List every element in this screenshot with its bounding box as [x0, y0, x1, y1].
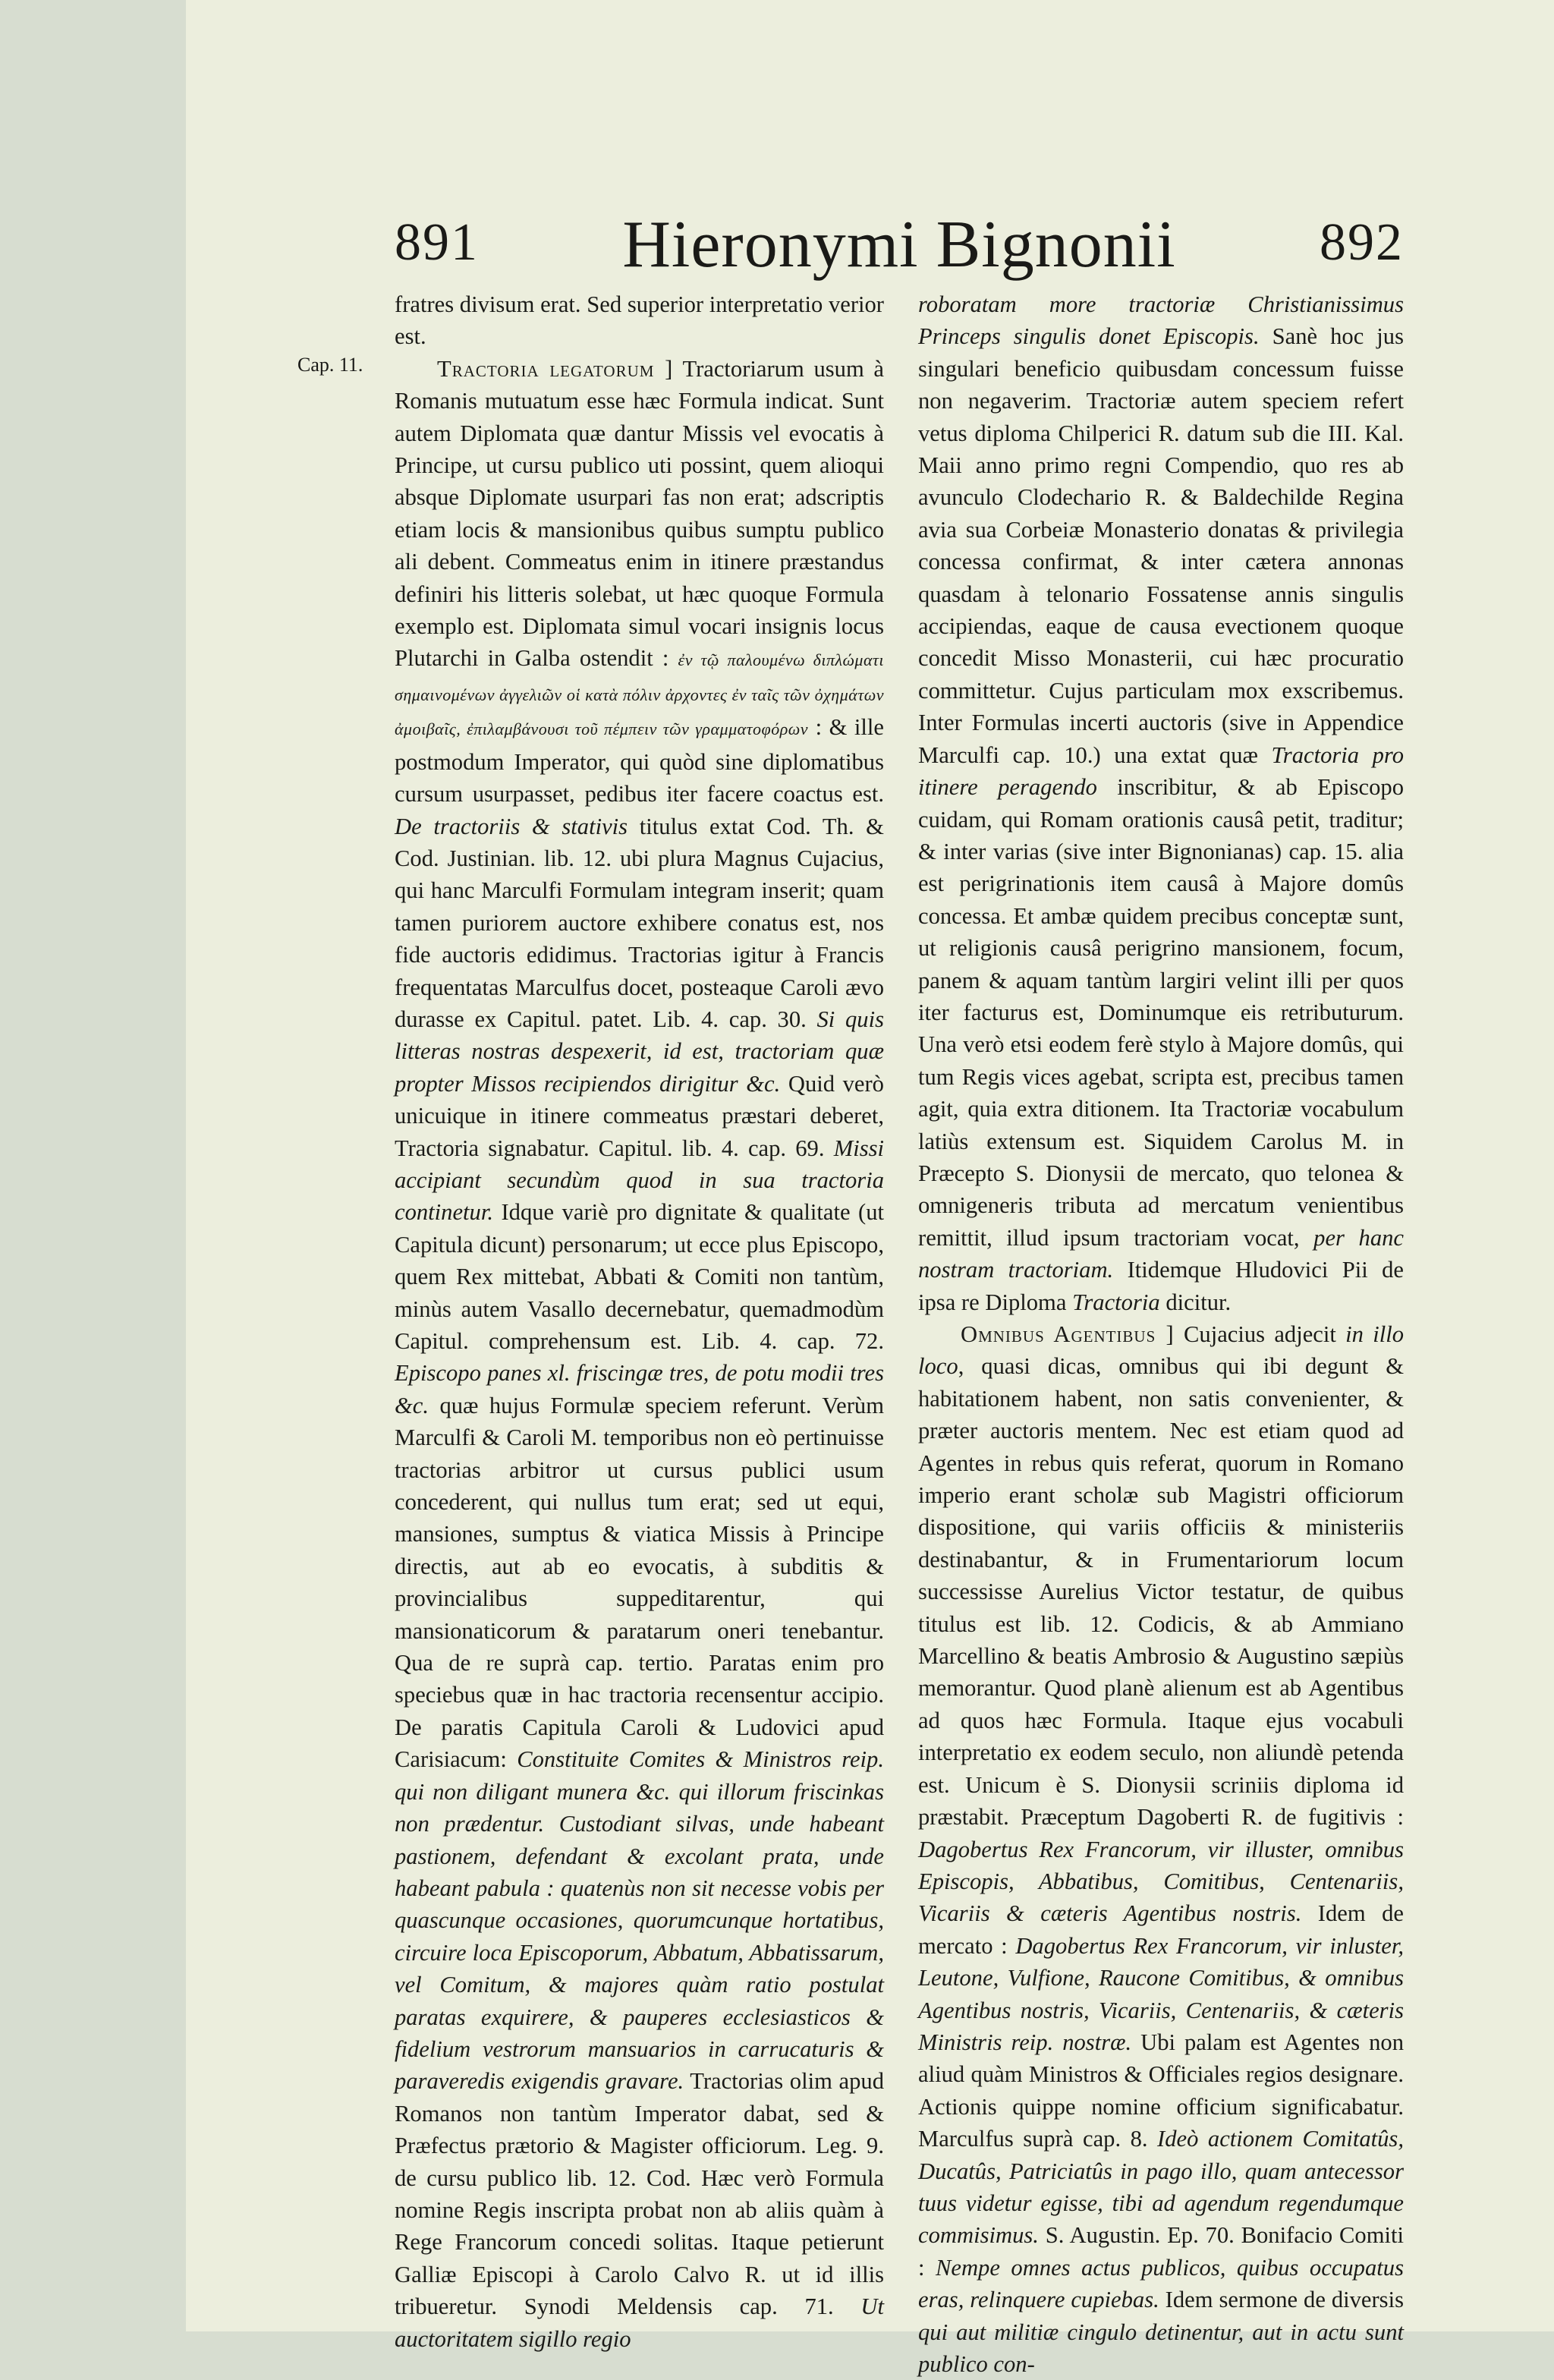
margin-note: Cap. 11. [297, 354, 363, 376]
paragraph: Omnibus Agentibus ] Cujacius adjecit in illo loco, quasi dicas, omnibus qui ibi degunt & habitationem habent, non satis convenienter, & præter auctoris mentem. Nec est etiam quod ad Agentes in rebus quis referat, quorum in Romano imperio erant scholæ sub Magistri officiorum dispositione, qui variis officiis & ministeriis destinabantur, & in Frumentariorum locum successisse Aurelius Victor testatur, de quibus titulus est lib. 12. Codicis, & ab Ammiano Marcellino & beatis Ambrosio & Augustino sæpiùs memorantur. Quod planè alienum est ab Agentibus ad quos hæc Formula. Itaque ejus vocabuli interpretatio ex eodem seculo, non aliundè petenda est. Unicum è S. Dionysii scriniis diploma id præstabit. Præceptum Dagoberti R. de fugitivis : Dagobertus Rex Francorum, vir illuster, omnibus Episcopis, Abbatibus, Comitibus, Centenariis, Vicariis & cæteris Agentibus nostris. Idem de mercato : Dagobertus Rex Francorum, vir inluster, Leutone, Vulfione, Raucone Comitibus, & omnibus Agentibus nostris, Vicariis, Centenariis, & cæteris Ministris reip. nostræ. Ubi palam est Agentes non aliud quàm Ministros & Officiales regios designare. Actionis quippe nomine officium significabatur. Marculfus suprà cap. 8. Ideò actionem Comitatûs, Ducatûs, Patriciatûs in pago illo, quam antecessor tuus videtur egisse, tibi ad agendum regendumque commisimus. S. Augustin. Ep. 70. Bonifacio Comiti : Nempe omnes actus publicos, quibus occupatus eras, relinquere cupiebas. Idem sermone de diversis qui aut militiæ cingulo detinentur, aut in actu sunt publico con- [918, 1321, 1404, 2377]
paragraph: fratres divisum erat. Sed superior interpretatio verior est. [395, 291, 884, 350]
running-title: Hieronymi Bignonii [622, 208, 1176, 282]
paragraph: roboratam more tractoriæ Christianissimus Princeps singulis donet Episcopis. Sanè hoc jus singulari beneficio quibusdam concessum fuisse non negaverim. Tractoriæ autem speciem refert vetus diploma Chilperici R. datum sub die III. Kal. Maii anno primo regni Compendio, quo res ab avunculo Clodechario R. & Baldechilde Regina avia sua Corbeiæ Monasterio donatas & privilegia concessa confirmat, & inter cætera annonas quasdam à telonario Fossatense annis singulis accipiendas, eaque de causa evectionem quoque concedit Misso Monasterii, cui hæc procuratio committetur. Cujus particulam mox exscribemus. Inter Formulas incerti auctoris (sive in Appendice Marculfi cap. 10.) una extat quæ Tractoria pro itinere peragendo inscribitur, & ab Episcopo cuidam, qui Romam orationis causâ petit, traditur; & inter varias (sive inter Bignonianas) cap. 15. alia est perigrinationis item causâ à Majore domûs concessa. Et ambæ quidem precibus conceptæ sunt, ut religionis causâ perigrino mansionem, focum, panem & aquam tantùm largiri velint illi per quos iter facturus est, Dominumque eis retributurum. Una verò etsi eodem ferè stylo à Majore domûs, qui tum Regis vices agebat, scripta est, precibus tamen agit, quia extra ditionem. Ita Tractoriæ vocabulum latiùs extensum est. Siquidem Carolus M. in Præcepto S. Dionysii de mercato, quo telonea & omnigeneris tributa ad mercatum venientibus remittit, illud ipsum tractoriam vocat, per hanc nostram tractoriam. Itidemque Hludovici Pii de ipsa re Diploma Tractoria dicitur. [918, 291, 1404, 1315]
lemma-heading: Tractoria legatorum ] [437, 355, 674, 382]
left-column [395, 288, 884, 2355]
paragraph: Tractoria legatorum ] Tractoriarum usum à Romanis mutuatum esse hæc Formula indicat. Sunt autem Diplomata quæ dantur Missis vel evocatis à Principe, ut cursu publico uti possint, quem alioqui absque Diplomate usurpari fas non erat; adscriptis etiam locis & mansionibus quibus sumptu publico ali debent. Commeatus enim in itinere præstandus definiri his litteris solebat, ut hæc quoque Formula exemplo est. Diplomata simul vocari insignis locus Plutarchi in Galba ostendit : ἐν τῷ παλουμένω διπλώματι σημαινομένων ἀγγελιῶν οἱ κατὰ πόλιν ἀρχοντες ἐν ταῖς τῶν ὀχημάτων ἀμοιβαῖς, ἐπιλαμβάνουσι τοῦ πέμπειν τῶν γραμματοφόρων : & ille postmodum Imperator, qui quòd sine diplomatibus cursum usurpasset, pedibus iter facere coactus est. De tractoriis & stativis titulus extat Cod. Th. & Cod. Justinian. lib. 12. ubi plura Magnus Cujacius, qui hanc Marculfi Formulam integram inserit; quam tamen puriorem auctore exhibere conatus est, nos fide auctoris edidimus. Tractorias igitur à Francis frequentatas Marculfus docet, posteaque Caroli ævo durasse ex Capitul. patet. Lib. 4. cap. 30. Si quis litteras nostras despexerit, id est, tractoriam quæ propter Missos recipiendos dirigitur &c. Quid verò unicuique in itinere commeatus præstari deberet, Tractoria signabatur. Capitul. lib. 4. cap. 69. Missi accipiant secundùm quod in sua tractoria continetur. Idque variè pro dignitate & qualitate (ut Capitula dicunt) personarum; ut ecce plus Episcopo, quem Rex mittebat, Abbati & Comiti non tantùm, minùs autem Vasallo decernebatur, quemadmodùm Capitul. comprehensum est. Lib. 4. cap. 72. Episcopo panes xl. friscingæ tres, de potu modii tres &c. quæ hujus Formulæ speciem referunt. Verùm Marculfi & Caroli M. temporibus non eò pertinuisse tractorias arbitror ut cursus publici usum concederent, qui nullus tum erat; sed ut equi, mansiones, sumptus & viatica Missis à Principe directis, aut ab eo evocatis, à subditis & provincialibus suppeditarentur, qui mansionaticorum & paratarum oneri tenebantur. Qua de re suprà cap. tertio. Paratas enim pro speciebus quæ in hac tractoria recensentur accipio. De paratis Capitula Caroli & Ludovici apud Carisiacum: Constituite Comites & Ministros reip. qui non diligant munera &c. qui illorum friscinkas non prædentur. Custodiant silvas, unde habeant pastionem, defendant & excolant prata, unde habeant pabula : quatenùs non sit necesse vobis per quascunque occasiones, quorumcunque hortatibus, circuire loca Episcoporum, Abbatum, Abbatissarum, vel Comitum, & majores quàm ratio postulat paratas exquirere, & pauperes ecclesiasticos & fidelium vestrorum mansuarios in carrucaturis & paraveredis exigendis gravare. Tractorias olim apud Romanos non tantùm Imperator dabat, sed & Præfectus prætorio & Magister officiorum. Leg. 9. de cursu publico lib. 12. Cod. Hæc verò Formula nomine Regis inscripta probat non ab aliis quàm à Rege Francorum concedi solitas. Itaque petierunt Galliæ Episcopi à Carolo Calvo R. ut id illis tribueretur. Synodi Meldensis cap. 71. Ut auctoritatem sigillo regio [395, 355, 885, 2352]
page-number-left: 891 [395, 213, 479, 272]
right-column [918, 288, 1404, 2380]
lemma-heading: Omnibus Agentibus ] [961, 1321, 1175, 1347]
greek-quotation: ἐν τῷ παλουμένω διπλώματι σημαινομένων ἀγγελιῶν οἱ κατὰ πόλιν ἀρχοντες ἐν ταῖς τῶν ὀχημάτων ἀμοιβαῖς, ἐπιλαμβάνουσι τοῦ πέμπειν τῶν γραμματοφόρων [395, 650, 884, 739]
page-number-right: 892 [1320, 213, 1404, 272]
